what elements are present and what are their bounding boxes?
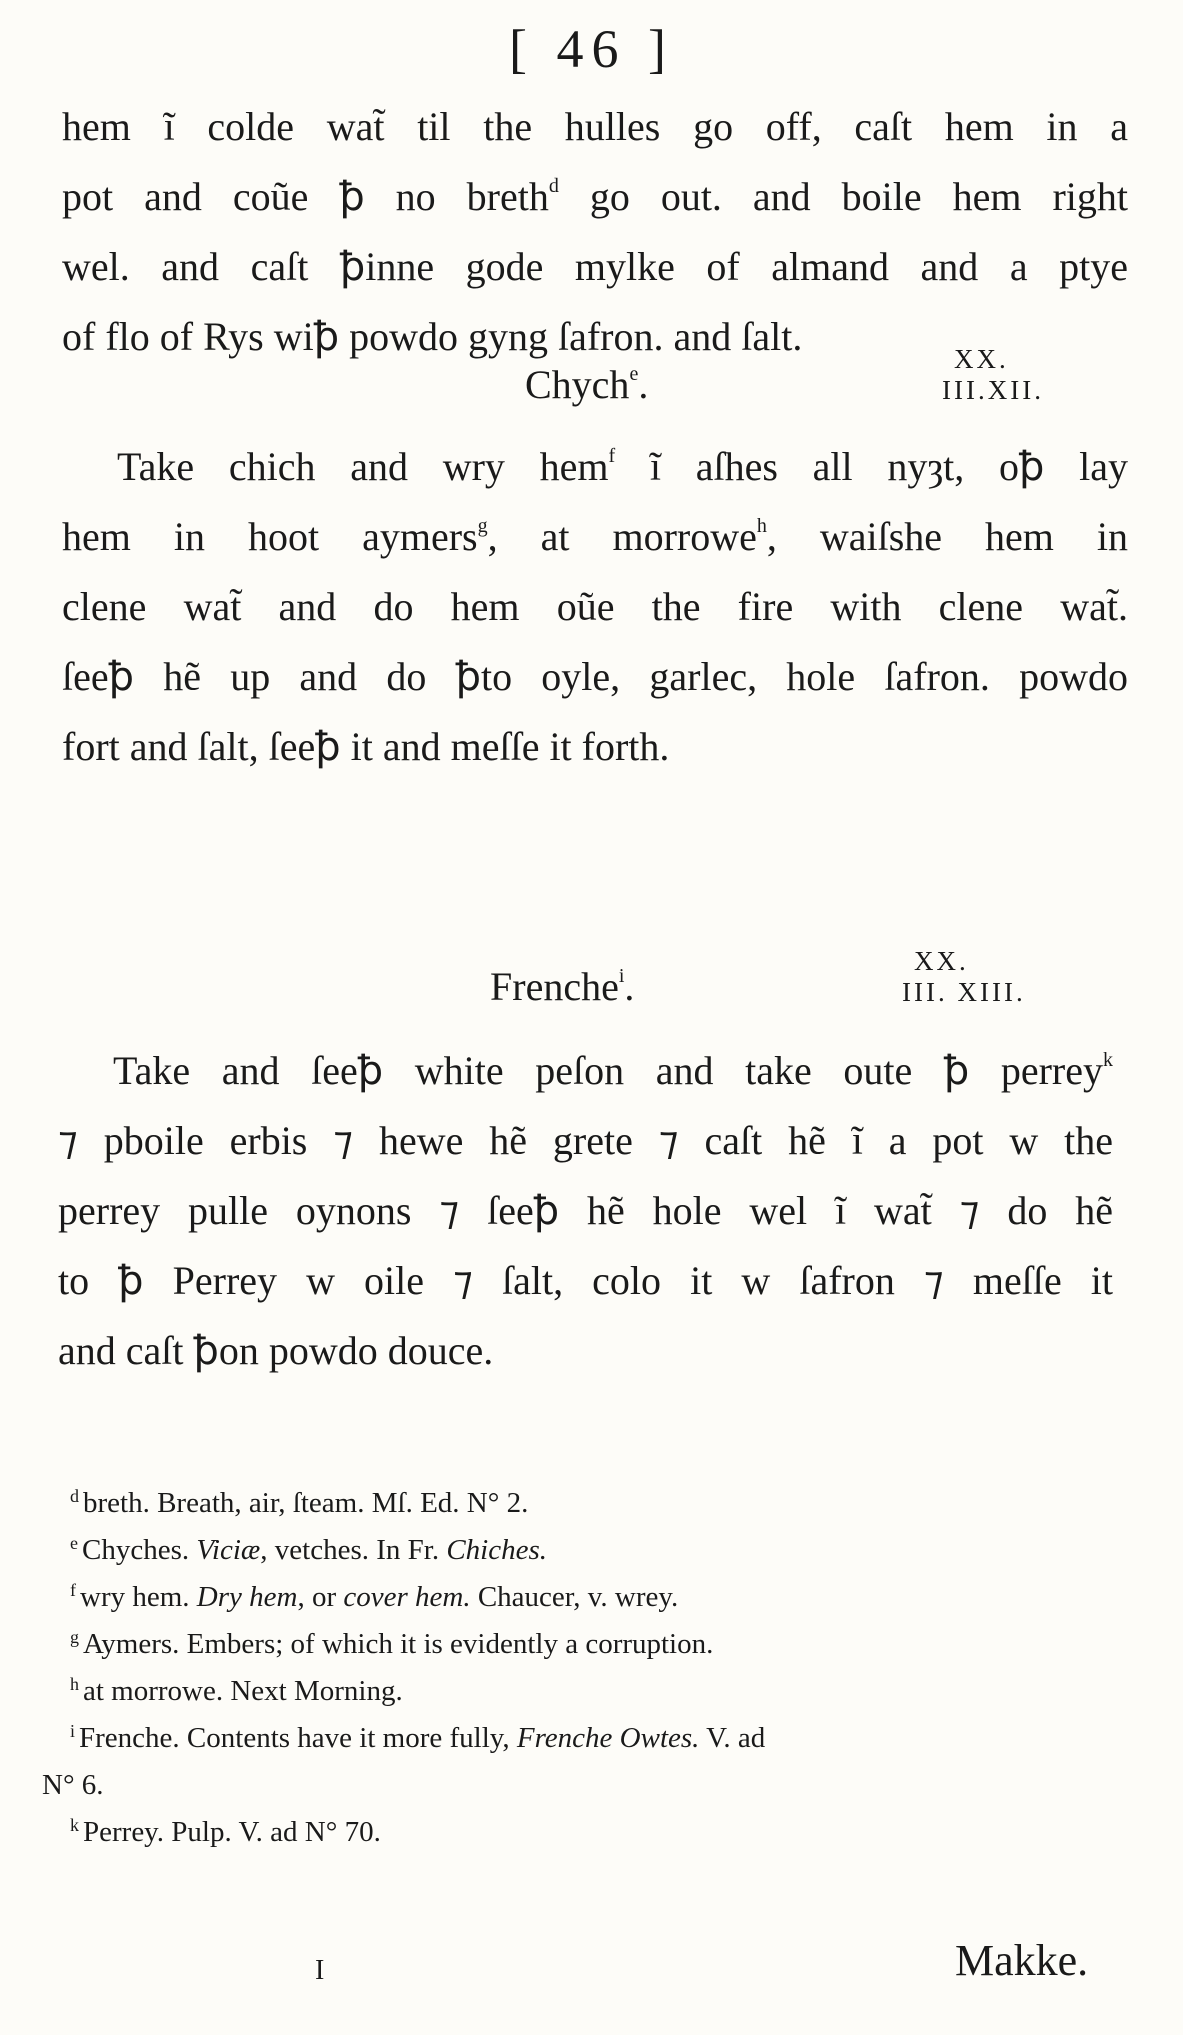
text-line: hem ĩ colde wat̃ til the hulles go off, caſt hem in a (62, 104, 1128, 149)
recipe-text-chyche (62, 432, 1128, 782)
recipe-text-frenche (58, 1036, 1113, 1386)
recipe-title: Chych$^e$. (525, 362, 649, 407)
text-line: hem in hoot aymers$^g$, at morrowe$^h$, waiſshe hem in (62, 514, 1128, 559)
note-ref: g (477, 515, 488, 537)
text-line: wel. and caſt ꝥinne gode mylke of almand and a ptye (62, 244, 1128, 289)
text-line: clene wat̃ and do hem oũe the fire with clene wat̃. (62, 584, 1128, 629)
note-ref: f (608, 445, 616, 467)
text-line: to ꝥ Perrey w oile ⁊ ſalt, colo it w ſafron ⁊ meſſe it (58, 1258, 1113, 1303)
text-line: ⁊ pboile erbis ⁊ hewe hẽ grete ⁊ caſt hẽ ĩ a pot w the (58, 1118, 1113, 1163)
recipe-number: XX. III. XIII. (902, 946, 1026, 1007)
recipe-number: XX. III.XII. (942, 344, 1044, 405)
note-ref: h (756, 515, 767, 537)
text-line: and caſt ꝥon powdo douce. (58, 1328, 494, 1373)
page-number: [ 46 ] (509, 19, 674, 79)
text-line: Take chich and wry hem$^f$ ĩ aſhes all nyȝt, oꝥ lay (117, 444, 1129, 489)
footnote-d: $^d$ breth. Breath, air, ſteam. Mſ. Ed. N° 2. (70, 1486, 529, 1519)
text-line: fort and ſalt, ſeeꝥ it and meſſe it forth. (62, 724, 670, 769)
text-line: ſeeꝥ hẽ up and do ꝥto oyle, garlec, hole ſafron. powdo (62, 654, 1128, 699)
text-line: pot and coũe ꝥ no breth$^d$ go out. and boile hem right (62, 174, 1129, 219)
recipe-title: Frenche$^i$. (490, 964, 635, 1009)
footnote-i-continuation: N° 6. (42, 1769, 104, 1801)
note-ref: e (629, 363, 639, 385)
note-ref: d (548, 175, 559, 197)
recipe-heading-chyche (0, 328, 1183, 418)
footnote-f: $^f$ wry hem. Dry hem, or cover hem. Chaucer, v. wrey. (70, 1580, 679, 1613)
text-line: of flo of Rys wiꝥ powdo gyng ſafron. and ſalt. (62, 314, 803, 359)
footnote-h: $^h$ at morrowe. Next Morning. (70, 1674, 403, 1707)
text-line: perrey pulle oynons ⁊ ſeeꝥ hẽ hole wel ĩ wat̃ ⁊ do hẽ (58, 1188, 1113, 1233)
footnote-k: $^k$ Perrey. Pulp. V. ad N° 70. (70, 1815, 381, 1848)
footnotes (42, 1480, 1112, 1856)
footnote-g: $^g$ Aymers. Embers; of which it is evidently a corruption. (70, 1627, 714, 1660)
note-ref: i (618, 965, 625, 987)
footnote-e: $^e$ Chyches. Viciæ, vetches. In Fr. Chiches. (70, 1533, 548, 1566)
signature-mark: I (315, 1955, 325, 1986)
footnote-i: $^i$ Frenche. Contents have it more fully, Frenche Owtes. V. ad (70, 1721, 766, 1754)
catchword: Makke. (955, 1936, 1089, 1985)
note-ref: k (1103, 1049, 1113, 1071)
text-line: Take and ſeeꝥ white peſon and take oute ꝥ perrey$^k$ (113, 1048, 1113, 1093)
recipe-heading-frenche (0, 930, 1183, 1020)
